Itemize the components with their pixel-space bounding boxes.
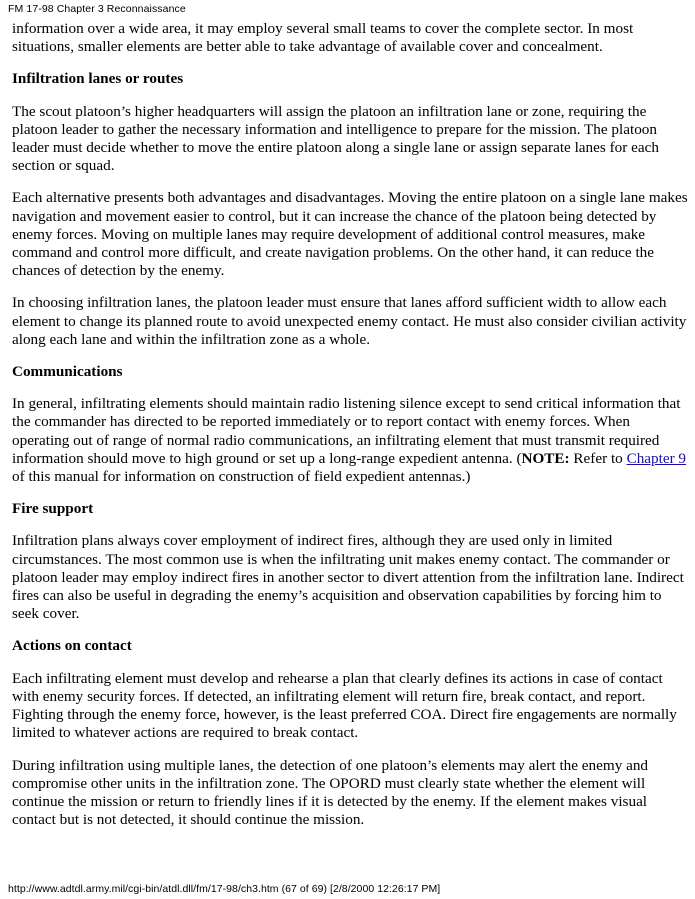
comms-text-b: Refer to [569, 449, 627, 467]
comms-text-a: In general, infiltrating elements should maintain radio listening silence except to send critical information that the commander has directed to be reported immediately or to report contact with enemy forces. When operating out of range of normal radio communications, an infiltrating element that must transmit required information should move to high ground or set up a long-range expedient antenna. ( [12, 395, 681, 467]
heading-infiltration-lanes: Infiltration lanes or routes [12, 70, 184, 88]
heading-actions-on-contact: Actions on contact [12, 637, 132, 655]
chapter-9-link[interactable]: Chapter 9 [626, 449, 687, 467]
comms-text-c: of this manual for information on construction of field expedient antennas.) [12, 468, 471, 486]
heading-communications: Communications [12, 363, 123, 381]
paragraph-alternatives: Each alternative presents both advantages and disadvantages. Moving the entire platoon on a single lane makes navigation and movement easier to control, but it can increase the chance of the platoon being detected by enemy forces. Moving on multiple lanes may require development of additional control measures, make command and control more difficult, and create navigation problems. On the other hand, it can reduce the chances of detection by the enemy. [12, 189, 688, 280]
paragraph-fire-support: Infiltration plans always cover employment of indirect fires, although they are used only in limited circumstances. The most common use is when the infiltrating unit makes enemy contact. The commander or platoon leader may employ indirect fires in another sector to divert attention from the infiltration lane. Indirect fires can also be useful in degrading the enemy’s acquisition and observation capabilities by forcing him to seek cover. [12, 532, 684, 623]
heading-fire-support: Fire support [12, 500, 94, 518]
page-header: FM 17-98 Chapter 3 Reconnaissance [8, 3, 186, 15]
paragraph-infiltration-assignment: The scout platoon’s higher headquarters will assign the platoon an infiltration lane or zone, requiring the platoon leader to gather the necessary information and intelligence to prepare for the mission. The platoon leader must decide whether to move the entire platoon along a single lane or assign separate lanes for each section or squad. [12, 102, 659, 175]
document-body [12, 20, 688, 829]
paragraph-multiple-lanes: During infiltration using multiple lanes, the detection of one platoon’s elements may alert the enemy and compromise other units in the infiltration zone. The OPORD must clearly state whether the element will continue the mission or return to friendly lines if it is detected by the enemy. If the element makes visual contact but is not detected, it should continue the mission. [12, 756, 649, 829]
paragraph-communications [12, 395, 688, 486]
paragraph-actions-plan: Each infiltrating element must develop and rehearse a plan that clearly defines its actions in case of contact with enemy security forces. If detected, an infiltrating element will return fire, break contact, and report. Fighting through the enemy force, however, is the least preferred COA. Direct fire engagements are normally limited to whatever actions are required to break contact. [12, 669, 677, 742]
page-footer-url: http://www.adtdl.army.mil/cgi-bin/atdl.dll/fm/17-98/ch3.htm (67 of 69) [2/8/2000 12:26:17 PM] [8, 883, 441, 895]
note-label: NOTE: [521, 449, 570, 467]
paragraph-choosing-lanes: In choosing infiltration lanes, the platoon leader must ensure that lanes afford sufficient width to allow each element to change its planned route to avoid unexpected enemy contact. He must also consider civilian activity along each lane and within the infiltration zone as a whole. [12, 294, 687, 348]
paragraph-intro: information over a wide area, it may employ several small teams to cover the complete sector. In most situations, smaller elements are better able to take advantage of available cover and concealment. [12, 20, 634, 56]
